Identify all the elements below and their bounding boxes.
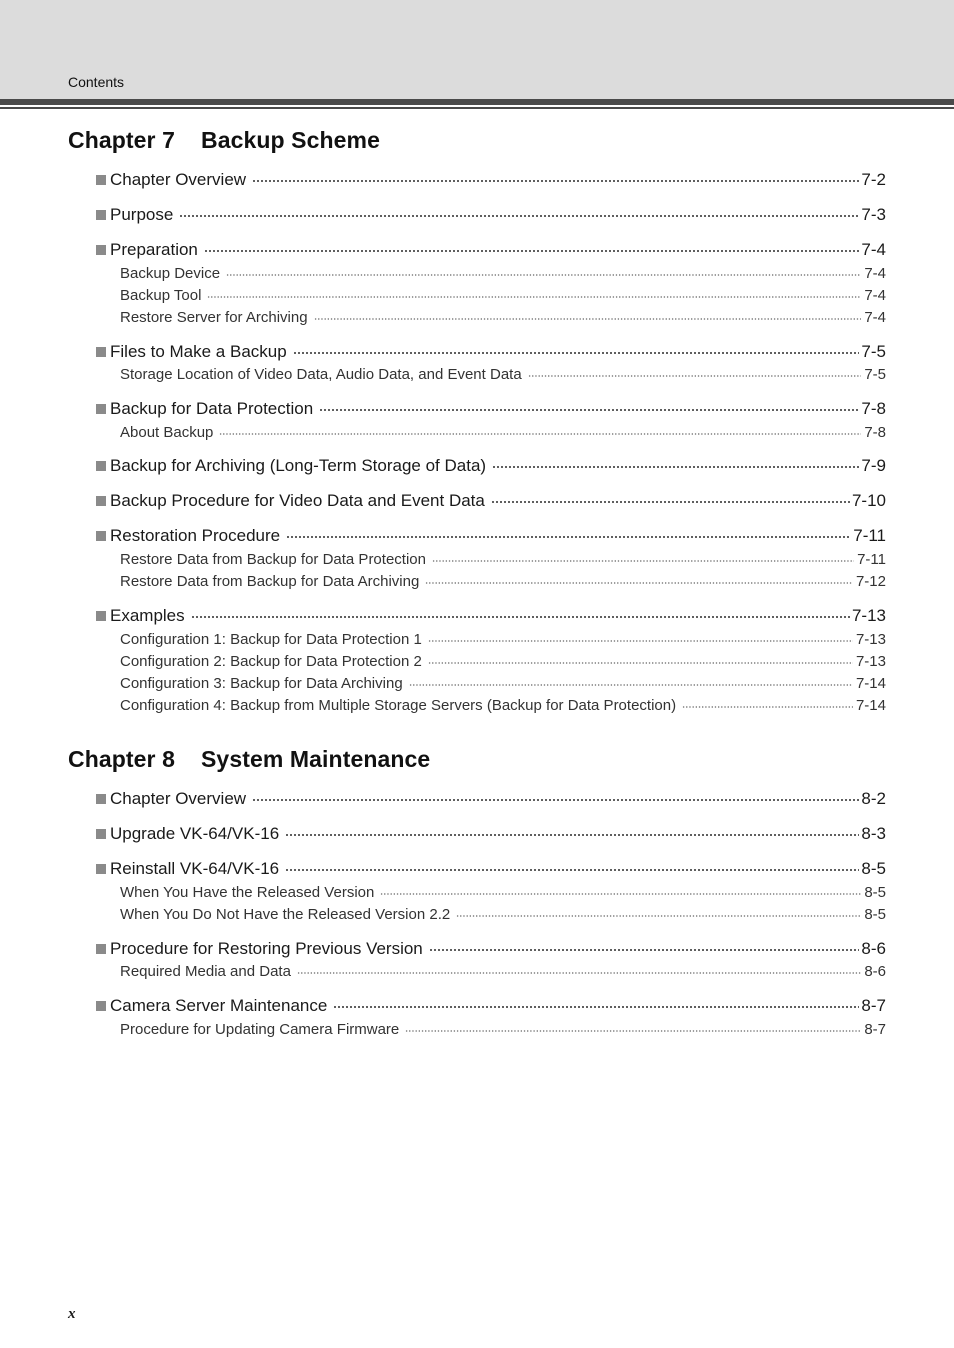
toc-subentry-page: 8-6 [864,963,886,980]
toc-entry-title: Backup Procedure for Video Data and Event Data [110,491,485,510]
toc-subentry-page: 7-8 [864,424,886,441]
toc-subentry[interactable] [120,364,886,384]
dot-leader [252,169,859,186]
dot-leader [492,455,859,472]
dot-leader [285,858,859,875]
toc-subentry-title: Backup Tool [120,287,202,304]
toc-subentry-title: Procedure for Updating Camera Firmware [120,1021,400,1038]
toc-subentry-title: About Backup [120,424,214,441]
dot-leader [428,652,853,667]
dot-leader [252,788,859,805]
chapter-heading [68,127,380,154]
toc-subentry-page: 7-13 [855,631,886,648]
dot-leader [528,365,862,380]
toc-entry[interactable] [96,168,886,190]
toc-subentry-title: Restore Server for Archiving [120,309,308,326]
page-folio: x [68,1306,76,1322]
toc-entry[interactable] [96,524,886,546]
toc-entry[interactable] [96,203,886,225]
toc-entry-page: 7-11 [853,526,886,545]
dot-leader [297,962,861,977]
toc-subentry-page: 8-7 [864,1021,886,1038]
dot-leader [405,1020,861,1035]
dot-leader [319,398,859,415]
toc-entry[interactable] [96,340,886,362]
toc-subentry-title: When You Have the Released Version [120,884,375,901]
toc-entry-page: 7-13 [851,606,886,625]
toc-entry-page: 8-6 [861,939,886,958]
toc-subentry-page: 7-12 [855,573,886,590]
square-bullet-icon [96,944,106,954]
chapter-title: System Maintenance [200,746,431,772]
toc-entry[interactable] [96,822,886,844]
toc-subentry-title: Required Media and Data [120,963,291,980]
toc-subentry-page: 8-5 [864,906,886,923]
toc-subentry[interactable] [120,307,886,327]
toc-entry[interactable] [96,994,886,1016]
toc-subentry-page: 7-14 [855,697,886,714]
square-bullet-icon [96,864,106,874]
toc-subentry-page: 7-13 [855,653,886,670]
toc-subentry[interactable] [120,629,886,649]
toc-subentry[interactable] [120,1019,886,1039]
dot-leader [179,204,859,221]
dot-leader [491,490,850,507]
toc-entry-page: 7-10 [851,491,886,510]
toc-subentry-title: Storage Location of Video Data, Audio Data, and Event Data [120,366,522,383]
dot-leader [429,938,860,955]
toc-entry[interactable] [96,454,886,476]
toc-subentry-page: 7-5 [864,366,886,383]
toc-subentry-title: Restore Data from Backup for Data Archiving [120,573,420,590]
toc-entry-title: Preparation [110,240,198,259]
toc-entry-page: 7-3 [861,205,886,224]
dot-leader [425,572,853,587]
toc-subentry[interactable] [120,651,886,671]
toc-entry-page: 7-2 [861,170,886,189]
toc-entry-title: Backup for Data Protection [110,399,314,418]
toc-subentry[interactable] [120,961,886,981]
dot-leader [293,341,860,358]
toc-entry-page: 8-2 [861,789,886,808]
toc-entry[interactable] [96,238,886,260]
toc-entry-page: 7-5 [861,342,886,361]
dot-leader [333,995,859,1012]
toc-entry[interactable] [96,604,886,626]
toc-entry-title: Camera Server Maintenance [110,996,328,1015]
header-label: Contents [68,74,125,90]
toc-entry-page: 7-8 [861,399,886,418]
toc-entry[interactable] [96,787,886,809]
toc-subentry-title: Configuration 3: Backup for Data Archiving [120,675,403,692]
toc-entry-page: 8-7 [861,996,886,1015]
toc-entry[interactable] [96,397,886,419]
header-rule-thick [0,99,954,105]
toc-entry-title: Chapter Overview [110,789,247,808]
header-rule-thin [0,107,954,109]
square-bullet-icon [96,210,106,220]
toc-entry-title: Reinstall VK-64/VK-16 [110,859,280,878]
toc-entry-title: Chapter Overview [110,170,247,189]
square-bullet-icon [96,496,106,506]
dot-leader [314,308,862,323]
toc-entry-page: 7-4 [861,240,886,259]
dot-leader [286,525,851,542]
toc-entry-title: Upgrade VK-64/VK-16 [110,824,280,843]
dot-leader [456,905,861,920]
toc-subentry-title: Restore Data from Backup for Data Protection [120,551,426,568]
dot-leader [204,239,860,256]
dot-leader [207,286,861,301]
square-bullet-icon [96,611,106,621]
dot-leader [226,264,861,279]
toc-entry[interactable] [96,489,886,511]
toc-subentry[interactable] [120,571,886,591]
toc-entry[interactable] [96,857,886,879]
toc-subentry-page: 7-4 [864,265,886,282]
toc-subentry[interactable] [120,673,886,693]
toc-subentry-page: 7-11 [857,551,886,568]
toc-entry-title: Restoration Procedure [110,526,281,545]
dot-leader [380,883,861,898]
toc-subentry-page: 8-5 [864,884,886,901]
toc-entry-title: Examples [110,606,185,625]
toc-subentry[interactable] [120,904,886,924]
toc-subentry[interactable] [120,882,886,902]
square-bullet-icon [96,794,106,804]
square-bullet-icon [96,531,106,541]
square-bullet-icon [96,461,106,471]
toc-entry-title: Procedure for Restoring Previous Version [110,939,423,958]
toc-subentry[interactable] [120,549,886,569]
chapter-heading [68,746,430,773]
chapter-title: Backup Scheme [200,127,380,153]
square-bullet-icon [96,245,106,255]
toc-subentry[interactable] [120,285,886,305]
toc-entry-title: Purpose [110,205,174,224]
dot-leader [219,423,861,438]
toc-entry-title: Backup for Archiving (Long-Term Storage of Data) [110,456,487,475]
chapter-number: Chapter 7 [68,127,175,153]
dot-leader [285,823,859,840]
toc-entry-page: 7-9 [861,456,886,475]
dot-leader [682,696,853,711]
toc-subentry-page: 7-4 [864,287,886,304]
toc-subentry-title: Configuration 2: Backup for Data Protection 2 [120,653,422,670]
toc-entry-title: Files to Make a Backup [110,342,287,361]
toc-entry-page: 8-5 [861,859,886,878]
dot-leader [428,630,853,645]
toc-entry-page: 8-3 [861,824,886,843]
square-bullet-icon [96,347,106,357]
toc-subentry-title: When You Do Not Have the Released Version 2.2 [120,906,451,923]
toc-subentry[interactable] [120,695,886,715]
square-bullet-icon [96,175,106,185]
square-bullet-icon [96,829,106,839]
dot-leader [432,550,854,565]
toc-subentry-title: Backup Device [120,265,221,282]
toc-subentry-title: Configuration 1: Backup for Data Protection 1 [120,631,422,648]
dot-leader [409,674,853,689]
toc-subentry-page: 7-14 [855,675,886,692]
header-band [0,0,954,99]
chapter-number: Chapter 8 [68,746,175,772]
toc-entry[interactable] [96,937,886,959]
square-bullet-icon [96,1001,106,1011]
toc-subentry-title: Configuration 4: Backup from Multiple Storage Servers (Backup for Data Protection) [120,697,677,714]
dot-leader [191,605,850,622]
square-bullet-icon [96,404,106,414]
toc-subentry[interactable] [120,422,886,442]
toc-subentry-page: 7-4 [864,309,886,326]
toc-subentry[interactable] [120,263,886,283]
